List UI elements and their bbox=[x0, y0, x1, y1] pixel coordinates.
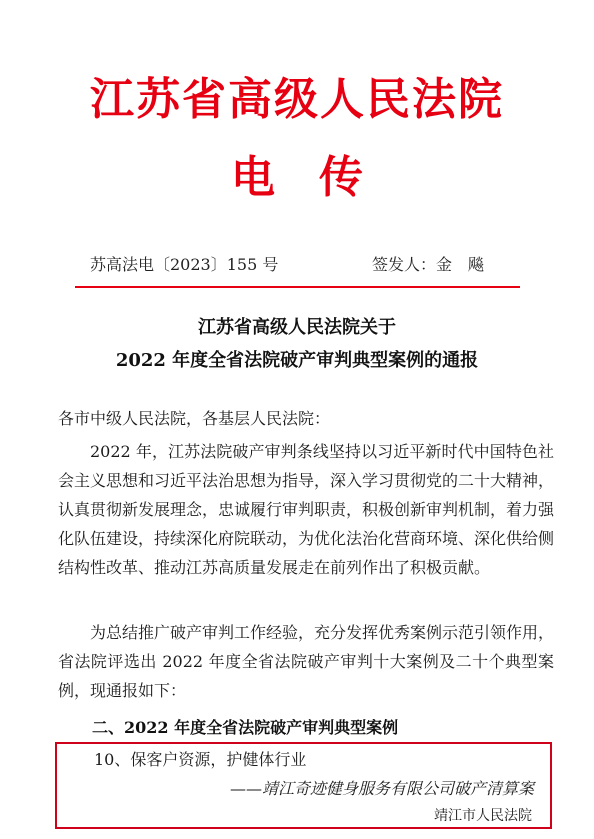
body-paragraph-1: 2022 年，江苏法院破产审判条线坚持以习近平新时代中国特色社会主义思想和习近平法治思想为指导，深入学习贯彻党的二十大精神，认真贯彻新发展理念，忠诚履行审判职责，积极创新审判机制，着力强化队伍建设，持续深化府院联动，为优化法治化营商环境、深化供给侧结构性改革、推动江苏高质量发展走在前列作出了积极贡献。 bbox=[58, 442, 555, 577]
case-court: 靖江市人民法院 bbox=[434, 808, 532, 824]
body-paragraph-2: 为总结推广破产审判工作经验，充分发挥优秀案例示范引领作用，省法院评选出 2022 年度全省法院破产审判十大案例及二十个典型案例，现通报如下： bbox=[58, 623, 555, 700]
case-title: 10、保客户资源，护健体行业 bbox=[94, 750, 307, 769]
red-divider bbox=[75, 286, 520, 288]
issuer: 签发人：金 飚 bbox=[372, 255, 485, 274]
addressee: 各市中级人民法院，各基层人民法院： bbox=[58, 409, 331, 428]
case-name: ——靖江奇迹健身服务有限公司破产清算案 bbox=[229, 779, 534, 798]
telegram-header: 电传 bbox=[231, 152, 407, 203]
section-heading: 二、2022 年度全省法院破产审判典型案例 bbox=[92, 718, 399, 737]
notice-title-line2: 2022 年度全省法院破产审判典型案例的通报 bbox=[115, 350, 479, 371]
document-number: 苏高法电〔2023〕155 号 bbox=[90, 255, 279, 274]
court-name-header: 江苏省高级人民法院 bbox=[90, 74, 504, 125]
notice-title-line1: 江苏省高级人民法院关于 bbox=[198, 317, 396, 338]
